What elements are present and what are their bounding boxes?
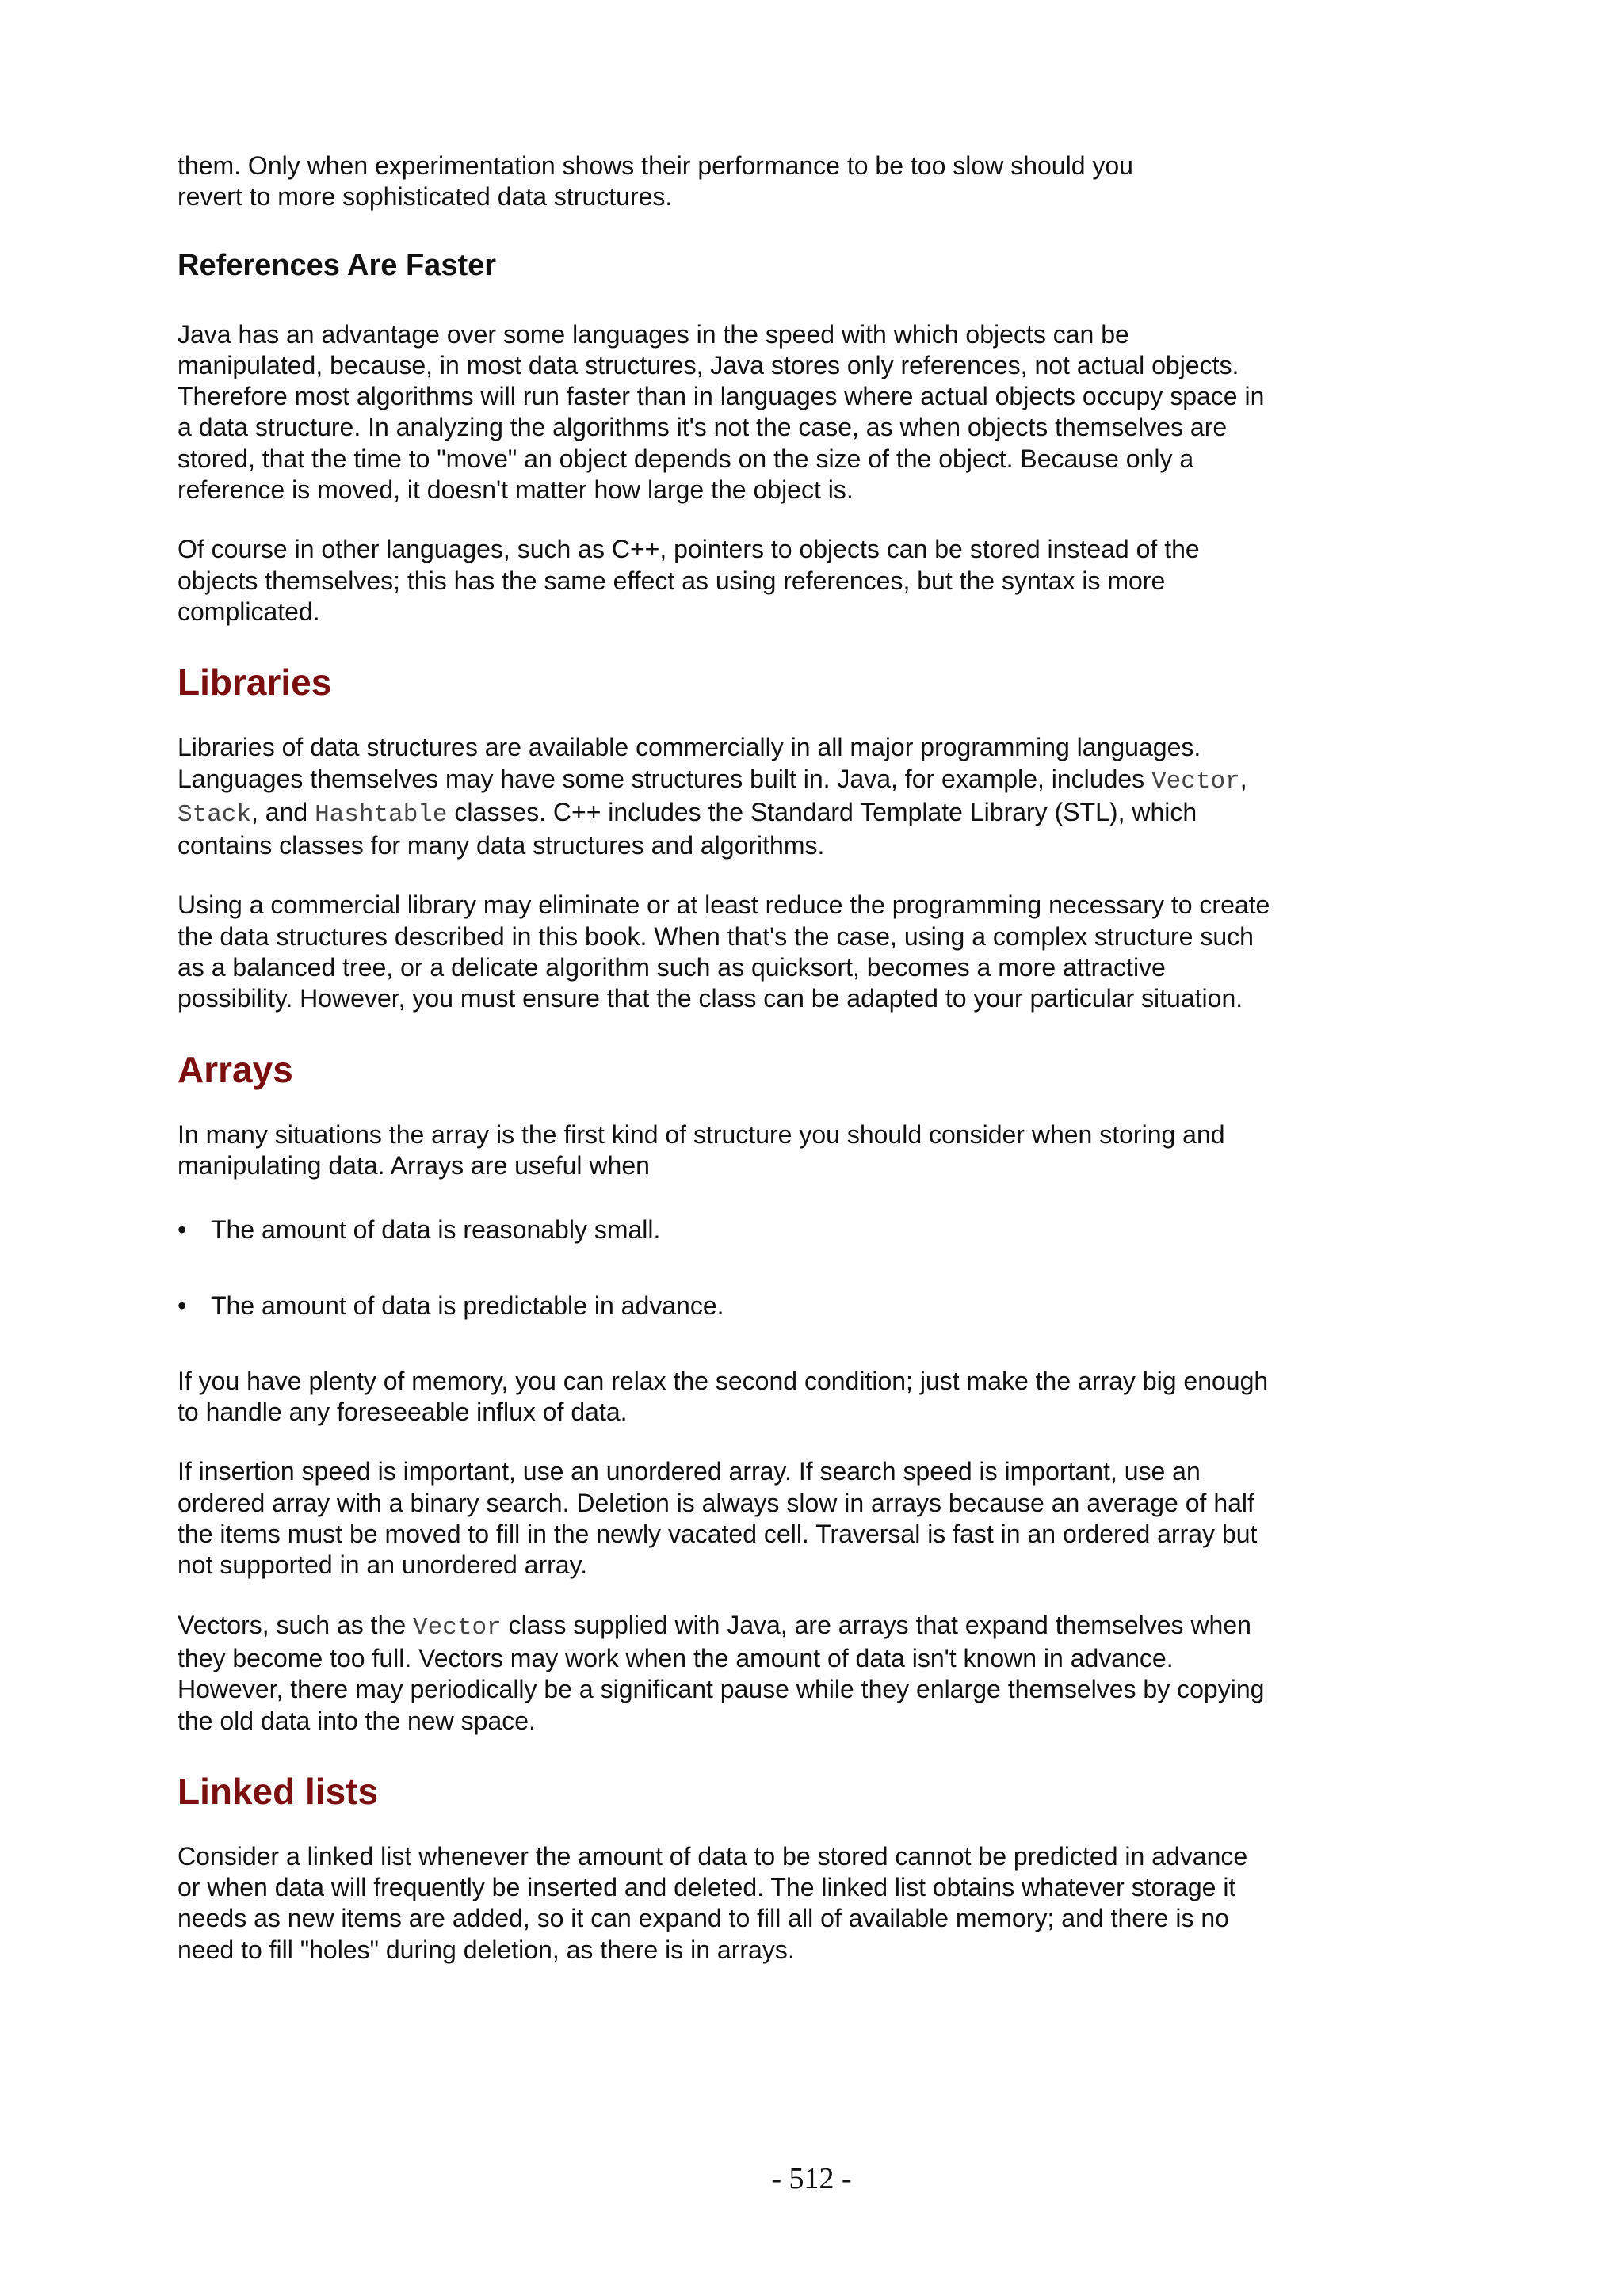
bullet-text: The amount of data is predictable in advance. [211, 1291, 724, 1320]
list-item [178, 1215, 1271, 1245]
arrays-paragraph-3: If insertion speed is important, use an unordered array. If search speed is important, use an ordered array with a binary search. Deletion is always slow in arrays because an average of half the items must be moved to fill in the newly vacated cell. Traversal is fast in an ordered array but not supported in an unordered array. [178, 1457, 1258, 1580]
references-heading: References Are Faster [178, 248, 497, 282]
page-number: - 512 - [771, 2162, 852, 2195]
arrays-paragraph-1: In many situations the array is the first kind of structure you should consider when storing and manipulating data. Arrays are useful when [178, 1119, 1225, 1180]
intro-paragraph [178, 151, 1271, 213]
page-content [178, 151, 1271, 1966]
intro-line-1: them. Only when experimentation shows their performance to be too slow should you [178, 151, 1133, 180]
libraries-heading: Libraries [178, 662, 332, 704]
references-paragraph-2: Of course in other languages, such as C++, pointers to objects can be stored instead of the objects themselves; this has the same effect as using references, but the syntax is more complicated. [178, 535, 1200, 626]
intro-line-2: revert to more sophisticated data structures. [178, 182, 673, 212]
code-vector: Vector [1151, 767, 1240, 795]
arrays-paragraph-4: Vectors, such as the Vector class supplied with Java, are arrays that expand themselves when they become too full. Vectors may work when the amount of data isn't known in advance. However, there may periodically be a significant pause while they enlarge themselves by copying the old data into the new space. [178, 1610, 1265, 1735]
linked-lists-paragraph-1: Consider a linked list whenever the amount of data to be stored cannot be predicted in advance or when data will frequently be inserted and deleted. The linked list obtains whatever storage it needs as new items are added, so it can expand to fill all of available memory; and there is no need to fill "holes" during deletion, as there is in arrays. [178, 1841, 1248, 1964]
arrays-paragraph-2: If you have plenty of memory, you can relax the second condition; just make the array big enough to handle any foreseeable influx of data. [178, 1366, 1269, 1427]
libraries-paragraph-2: Using a commercial library may eliminate or at least reduce the programming necessary to create the data structures described in this book. When that's the case, using a complex structure such as a balanced tree, or a delicate algorithm such as quicksort, becomes a more attractive possibility. However, you must ensure that the class can be adapted to your particular situation. [178, 891, 1270, 1013]
arrays-heading: Arrays [178, 1048, 293, 1090]
bullet-symbol: • [178, 1215, 187, 1245]
list-item [178, 1291, 1271, 1322]
bullet-symbol: • [178, 1291, 187, 1320]
linked-lists-heading: Linked lists [178, 1770, 379, 1812]
code-hashtable: Hashtable [315, 800, 448, 829]
references-paragraph-1: Java has an advantage over some languages in the speed with which objects can be manipulated, because, in most data structures, Java stores only references, not actual objects. Therefore most algorithms will run faster than in languages where actual objects occupy space in a data structure. In analyzing the algorithms it's not the case, as when objects themselves are stored, that the time to "move" an object depends on the size of the object. Because only a reference is moved, it doesn't matter how large the object is. [178, 319, 1265, 505]
bullet-text: The amount of data is reasonably small. [211, 1215, 661, 1245]
libraries-paragraph-1: Libraries of data structures are available commercially in all major programming languages. Languages themselves may have some structures built in. Java, for example, includes Vector, Stack, and Hashtable classes. C++ includes the Standard Template Library (STL), which contains classes for many data structures and algorithms. [178, 733, 1247, 860]
code-vector: Vector [413, 1613, 502, 1642]
code-stack: Stack [178, 800, 252, 829]
